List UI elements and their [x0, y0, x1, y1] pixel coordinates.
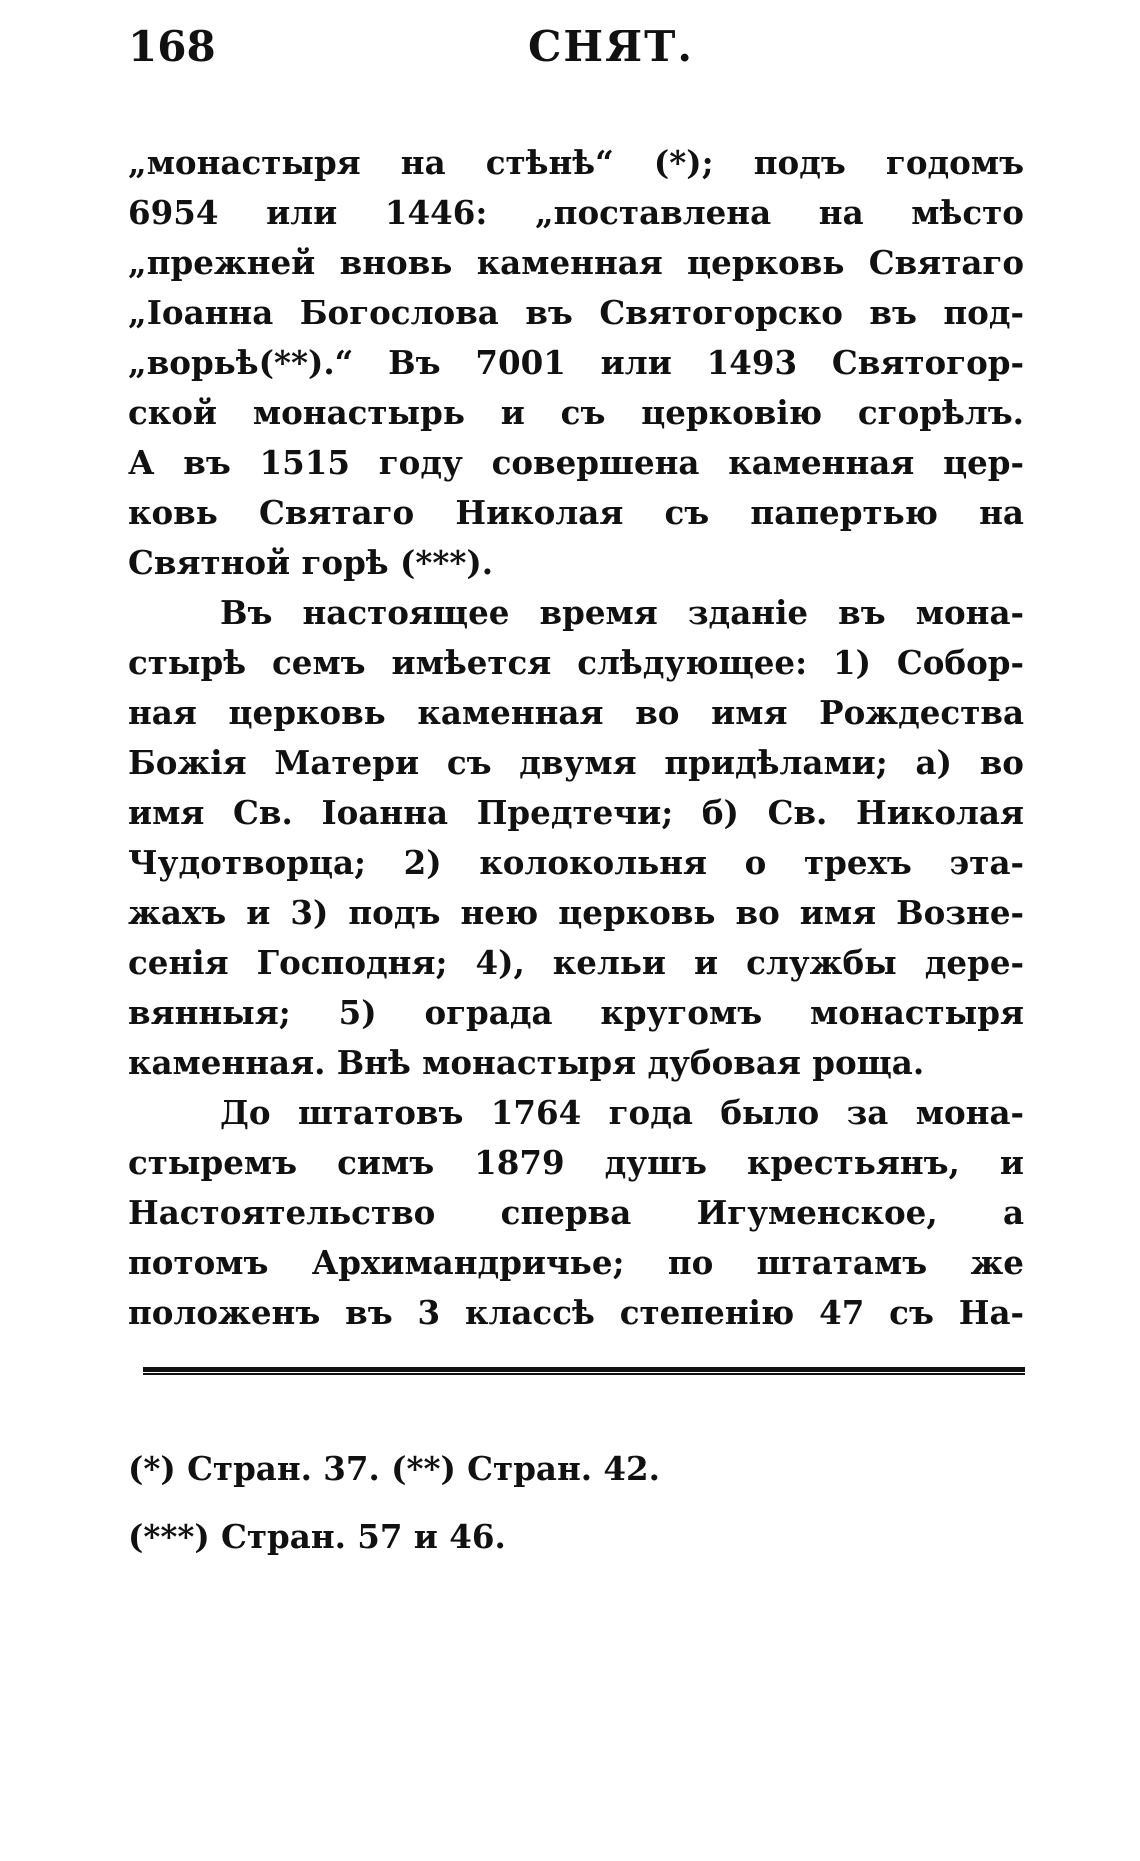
text-line: положенъ въ 3 классѣ степенію 47 съ На-: [128, 1293, 1024, 1332]
running-head: СНЯТ.: [528, 22, 695, 71]
text-line: вянныя; 5) ограда кругомъ монастыря: [128, 993, 1024, 1032]
text-line: „ворьѣ(**).“ Въ 7001 или 1493 Святогор-: [128, 343, 1024, 382]
text-line: ской монастырь и съ церковію сгорѣлъ.: [128, 393, 1024, 432]
text-line: Чудотворца; 2) колокольня о трехъ эта-: [128, 843, 1024, 882]
text-line: Святной горѣ (***).: [128, 543, 494, 582]
footnote-line: (***) Стран. 57 и 46.: [128, 1517, 506, 1556]
text-line: стыремъ симъ 1879 душъ крестьянъ, и: [128, 1143, 1024, 1182]
text-line: жахъ и 3) подъ нею церковь во имя Возне-: [128, 893, 1024, 932]
text-line: „прежней вновь каменная церковь Святаго: [128, 243, 1024, 282]
text-line: стырѣ семъ имѣется слѣдующее: 1) Собор-: [128, 643, 1024, 682]
text-line: „Іоанна Богослова въ Святогорско въ под-: [128, 293, 1024, 332]
page-header: [128, 22, 1008, 92]
text-line: ная церковь каменная во имя Рождества: [128, 693, 1024, 732]
text-line: ковь Святаго Николая съ папертью на: [128, 493, 1024, 532]
footnote-separator-rule: [143, 1367, 1025, 1375]
text-line: каменная. Внѣ монастыря дубовая роща.: [128, 1043, 925, 1082]
footnotes: [128, 1435, 1024, 1571]
main-text: [128, 138, 1024, 1338]
text-line: сенія Господня; 4), кельи и службы дере-: [128, 943, 1024, 982]
text-line: „монастыря на стѣнѣ“ (*); подъ годомъ: [128, 143, 1024, 182]
text-line: потомъ Архимандричье; по штатамъ же: [128, 1243, 1024, 1282]
paragraph-first-line: Въ настоящее время зданіе въ мона-: [220, 593, 1024, 632]
text-line: Божія Матери съ двумя придѣлами; а) во: [128, 743, 1024, 782]
text-line: Настоятельство сперва Игуменское, а: [128, 1193, 1024, 1232]
footnote-line: (*) Стран. 37. (**) Стран. 42.: [128, 1449, 660, 1488]
text-line: имя Св. Іоанна Предтечи; б) Св. Николая: [128, 793, 1024, 832]
page-number: 168: [128, 22, 216, 71]
paragraph-first-line: До штатовъ 1764 года было за мона-: [220, 1093, 1024, 1132]
text-line: А въ 1515 году совершена каменная цер-: [128, 443, 1024, 482]
text-line: 6954 или 1446: „поставлена на мѣсто: [128, 193, 1024, 232]
